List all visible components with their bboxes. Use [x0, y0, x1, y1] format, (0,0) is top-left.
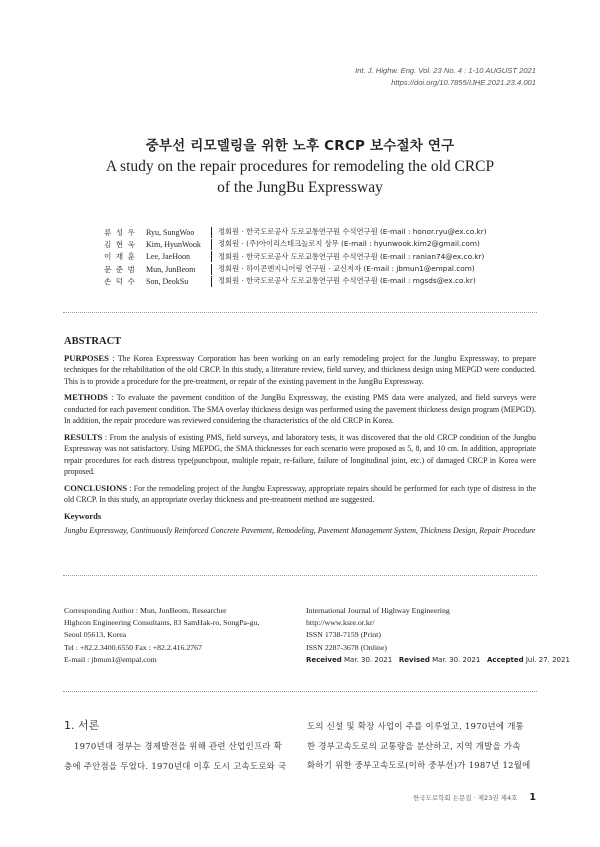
results-label: RESULTS	[64, 431, 103, 442]
abstract-section	[64, 336, 536, 537]
author-affiliation: 정회원 · 한국도로공사 도로교통연구원 수석연구원 (E-mail : honor.ryu@ex.co.kr)	[218, 227, 487, 237]
author-affiliation: 정회원 · 한국도로공사 도로교통연구원 수석연구원 (E-mail : mgsds@ex.co.kr)	[218, 276, 476, 286]
title-korean: 중부선 리모델링을 위한 노후 CRCP 보수절차 연구	[145, 138, 455, 154]
revised-label: Revised	[398, 655, 430, 664]
revised-date: Mar. 30. 2021	[432, 655, 481, 664]
author-name-korean: 문 준 범	[104, 264, 136, 274]
author-name-english: Son, DeokSu	[146, 276, 189, 286]
author-row	[104, 263, 487, 275]
correspondence-line: Highcon Engineering Consultants, 83 SamHak-ro, SongPa-gu,	[64, 618, 260, 628]
issn-print: ISSN 1738-7159 (Print)	[306, 630, 381, 640]
section-divider	[63, 575, 537, 576]
correspondence-email[interactable]: E-mail : jbmun1@empal.com	[64, 654, 157, 664]
section-divider	[63, 691, 537, 692]
author-affiliation: 정회원 · 한국도로공사 도로교통연구원 수석연구원 (E-mail : ranian74@ex.co.kr)	[218, 251, 485, 261]
body-line: 1970년대 정부는 경제발전을 위해 관련 산업인프라 확	[74, 741, 283, 751]
author-divider	[211, 276, 212, 287]
keywords-heading: Keywords	[64, 510, 102, 521]
author-name-english: Kim, HyunWook	[146, 239, 201, 249]
purposes-label: PURPOSES	[64, 352, 109, 363]
footer-journal: 한국도로학회 논문집 · 제23권 제4호	[413, 794, 518, 802]
page-number: 1	[529, 792, 536, 803]
body-line: 한 경부고속도로의 교통량을 분산하고, 지역 개발을 가속	[307, 740, 521, 751]
received-date: Mar. 30. 2021	[344, 655, 393, 664]
author-divider	[211, 239, 212, 250]
author-name-english: Lee, JaeHoon	[146, 252, 190, 262]
results-text: : From the analysis of existing PMS, field surveys, and laboratory tests, it was discovered that the old CRCP condition of the Jungbu Expressway was not satisfactory. Using MEPDG, the SMA thicknesses for each scenario were proposed as 5, 8, and 10 cm. In addition, appropriate repair procedures for each distress type(punchpout, multiple repair, re-failure, failure of longitudinal joint, etc.) of damaged CRCP in Korea were proposed.	[64, 432, 536, 476]
page-footer	[413, 792, 536, 803]
journal-name: International Journal of Highway Engineering	[306, 606, 450, 615]
correspondence-block	[64, 605, 259, 666]
author-divider	[211, 227, 212, 238]
correspondence-line: Corresponding Author : Mun, JunBeom, Researcher	[64, 606, 227, 615]
author-name-english: Ryu, SungWoo	[146, 227, 195, 237]
author-affiliation: 정회원 · (주)아이리스테크놀로지 상무 (E-mail : hyunwook.kim2@gmail.com)	[218, 239, 480, 249]
section-heading: 1. 서론	[64, 719, 100, 732]
conclusions-text: : For the remodeling project of the Jungbu Expressway, appropriate repairs should be performed for each type of distress in the old CRCP. In this study, an appropriate overlay thickness and pre-treatment method are suggested.	[64, 483, 536, 504]
body-line: 충에 주안점을 두었다. 1970년대 이후 도시 고속도로와 국	[64, 760, 287, 771]
accepted-date: Jul. 27. 2021	[525, 655, 570, 664]
correspondence-line: Tel : +82.2.3400.6550 Fax : +82.2.416.2767	[64, 642, 202, 652]
body-column-right	[307, 717, 537, 776]
submission-dates	[306, 654, 570, 666]
title-english-line1: A study on the repair procedures for remodeling the old CRCP	[105, 158, 495, 175]
author-row	[104, 275, 487, 287]
conclusions-label: CONCLUSIONS	[64, 482, 128, 493]
methods-label: METHODS	[64, 392, 108, 402]
journal-url[interactable]: http://www.ksre.or.kr/	[306, 618, 375, 628]
author-name-english: Mun, JunBeom	[146, 264, 196, 274]
body-line: 화하기 위한 중부고속도로(이하 중부선)가 1987년 12월에	[307, 760, 531, 771]
purposes-text: : The Korea Expressway Corporation has been working on an early remodeling project for the Jungbu Expressway, to prepare techniques for the rehabilitation of the old CRCP. In this study, a literature review, field survey, and thickness design using MEPGD were conducted. This is to provide a procedure for the pre-treatment, or repair of the existing pavement in the JungBu Expressway.	[64, 353, 536, 386]
methods-text: : To evaluate the pavement condition of the JungBu Expressway, the existing PMS data were analyzed, and field surveys were conducted for each pavement condition. The SMA overlay thickness design was performed using the pavement thickness design program (MEPGD). In addition, the repair procedure was reviewed considering the characteristics of the old CRCP in Korea.	[64, 393, 536, 425]
author-list	[104, 226, 487, 287]
abstract-heading: ABSTRACT	[64, 336, 122, 347]
publication-info	[306, 605, 570, 666]
journal-citation: Int. J. Highw. Eng. Vol. 23 No. 4 : 1-10 AUGUST 2021	[355, 66, 536, 75]
keywords-text: Jungbu Expressway, Continuously Reinforced Concrete Pavement, Remodeling, Pavement Management System, Thickness Design, Repair Procedure	[64, 526, 536, 535]
issn-online: ISSN 2287-3678 (Online)	[306, 642, 387, 652]
author-row	[104, 226, 487, 238]
doi-link[interactable]: https://doi.org/10.7855/IJHE.2021.23.4.001	[391, 78, 536, 87]
correspondence-line: Seoul 05613, Korea	[64, 630, 127, 640]
abstract-results	[64, 432, 536, 478]
author-affiliation: 정회원 · 하이콘엔지니어링 연구원 · 교신저자 (E-mail : jbmun1@empal.com)	[218, 264, 475, 274]
author-row	[104, 251, 487, 263]
author-name-korean: 류 성 우	[104, 227, 136, 237]
accepted-label: Accepted	[487, 655, 524, 664]
received-label: Received	[306, 655, 342, 664]
author-row	[104, 238, 487, 250]
section-divider	[63, 312, 537, 313]
abstract-methods	[64, 392, 536, 427]
author-divider	[211, 264, 212, 275]
abstract-conclusions	[64, 483, 536, 506]
author-name-korean: 김 현 욱	[104, 239, 136, 249]
abstract-purposes	[64, 353, 536, 388]
body-line: 도의 신설 및 확장 사업이 주를 이루었고, 1970년에 개통	[307, 721, 524, 731]
author-divider	[211, 251, 212, 262]
author-name-korean: 이 재 훈	[104, 252, 136, 262]
author-name-korean: 손 덕 수	[104, 276, 136, 286]
body-column-left	[64, 737, 294, 776]
title-english-line2: of the JungBu Expressway	[217, 179, 383, 196]
